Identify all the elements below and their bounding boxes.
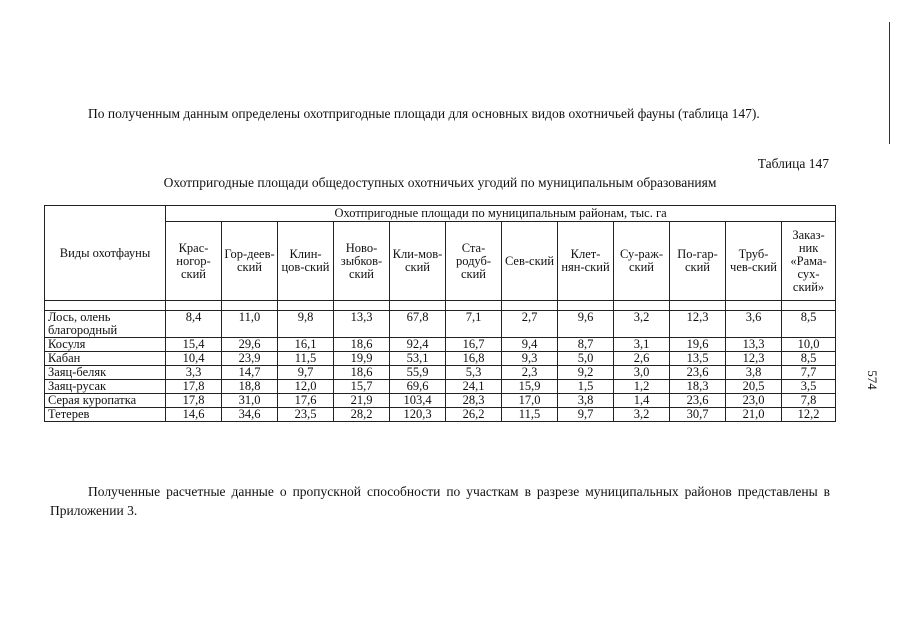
- table-row: [45, 352, 836, 366]
- value-cell: 16,8: [446, 352, 502, 366]
- value-cell: 8,7: [558, 338, 614, 352]
- district-header: Су-раж-ский: [614, 222, 670, 301]
- table-row: [45, 311, 836, 338]
- closing-paragraph: Полученные расчетные данные о пропускной способности по участкам в разрезе муниципальных районов представлены в Приложении 3.: [50, 484, 830, 518]
- hunting-areas-table: [44, 205, 836, 422]
- value-cell: 55,9: [390, 366, 446, 380]
- value-cell: 31,0: [222, 394, 278, 408]
- district-header: Кли-мов-ский: [390, 222, 446, 301]
- species-cell: Лось, олень благородный: [45, 311, 166, 338]
- value-cell: 3,8: [726, 366, 782, 380]
- value-cell: 69,6: [390, 380, 446, 394]
- value-cell: 3,5: [782, 380, 836, 394]
- value-cell: 3,1: [614, 338, 670, 352]
- margin-line: [889, 22, 890, 144]
- value-cell: 1,5: [558, 380, 614, 394]
- value-cell: 1,4: [614, 394, 670, 408]
- value-cell: 92,4: [390, 338, 446, 352]
- value-cell: 23,5: [278, 408, 334, 422]
- value-cell: 15,7: [334, 380, 390, 394]
- value-cell: 12,3: [726, 352, 782, 366]
- value-cell: 2,3: [502, 366, 558, 380]
- value-cell: 1,2: [614, 380, 670, 394]
- value-cell: 14,7: [222, 366, 278, 380]
- value-cell: 15,4: [166, 338, 222, 352]
- district-header: Сев-ский: [502, 222, 558, 301]
- table-row: [45, 394, 836, 408]
- value-cell: 19,9: [334, 352, 390, 366]
- value-cell: 21,0: [726, 408, 782, 422]
- value-cell: 18,6: [334, 366, 390, 380]
- district-header: Ново-зыбков-ский: [334, 222, 390, 301]
- intro-paragraph: По полученным данным определены охотпригодные площади для основных видов охотничьей фауны (таблица 147).: [88, 106, 760, 121]
- value-cell: 67,8: [390, 311, 446, 338]
- value-cell: 8,5: [782, 352, 836, 366]
- district-header: Гор-деев-ский: [222, 222, 278, 301]
- value-cell: 23,6: [670, 394, 726, 408]
- value-cell: 18,6: [334, 338, 390, 352]
- value-cell: 16,7: [446, 338, 502, 352]
- district-header: Клин-цов-ский: [278, 222, 334, 301]
- value-cell: 34,6: [222, 408, 278, 422]
- value-cell: 15,9: [502, 380, 558, 394]
- district-header: Труб-чев-ский: [726, 222, 782, 301]
- species-column-header: Виды охотфауны: [45, 206, 166, 301]
- value-cell: 23,9: [222, 352, 278, 366]
- value-cell: 10,0: [782, 338, 836, 352]
- value-cell: 13,3: [334, 311, 390, 338]
- value-cell: 21,9: [334, 394, 390, 408]
- value-cell: 3,8: [558, 394, 614, 408]
- value-cell: 3,3: [166, 366, 222, 380]
- value-cell: 11,5: [502, 408, 558, 422]
- value-cell: 13,5: [670, 352, 726, 366]
- table-row: [45, 366, 836, 380]
- page-number: 574: [864, 370, 880, 390]
- species-cell: Тетерев: [45, 408, 166, 422]
- value-cell: 23,6: [670, 366, 726, 380]
- value-cell: 30,7: [670, 408, 726, 422]
- value-cell: 2,7: [502, 311, 558, 338]
- value-cell: 17,6: [278, 394, 334, 408]
- table-row: [45, 408, 836, 422]
- value-cell: 23,0: [726, 394, 782, 408]
- value-cell: 9,8: [278, 311, 334, 338]
- value-cell: 20,5: [726, 380, 782, 394]
- district-header: Ста-родуб-ский: [446, 222, 502, 301]
- value-cell: 18,3: [670, 380, 726, 394]
- value-cell: 9,7: [278, 366, 334, 380]
- value-cell: 17,0: [502, 394, 558, 408]
- value-cell: 3,2: [614, 408, 670, 422]
- table-number: Таблица 147: [757, 156, 829, 171]
- value-cell: 12,3: [670, 311, 726, 338]
- value-cell: 7,7: [782, 366, 836, 380]
- value-cell: 9,3: [502, 352, 558, 366]
- species-cell: Кабан: [45, 352, 166, 366]
- value-cell: 19,6: [670, 338, 726, 352]
- value-cell: 2,6: [614, 352, 670, 366]
- value-cell: 26,2: [446, 408, 502, 422]
- value-cell: 103,4: [390, 394, 446, 408]
- value-cell: 9,4: [502, 338, 558, 352]
- value-cell: 29,6: [222, 338, 278, 352]
- species-cell: Серая куропатка: [45, 394, 166, 408]
- species-cell: Заяц-русак: [45, 380, 166, 394]
- value-cell: 11,5: [278, 352, 334, 366]
- district-header: По-гар-ский: [670, 222, 726, 301]
- header-separator-row: [45, 301, 836, 311]
- value-cell: 12,0: [278, 380, 334, 394]
- table-row: [45, 338, 836, 352]
- districts-group-header: Охотпригодные площади по муниципальным районам, тыс. га: [166, 206, 836, 222]
- value-cell: 10,4: [166, 352, 222, 366]
- value-cell: 13,3: [726, 338, 782, 352]
- value-cell: 9,7: [558, 408, 614, 422]
- value-cell: 9,2: [558, 366, 614, 380]
- value-cell: 120,3: [390, 408, 446, 422]
- value-cell: 5,3: [446, 366, 502, 380]
- value-cell: 14,6: [166, 408, 222, 422]
- value-cell: 53,1: [390, 352, 446, 366]
- value-cell: 8,5: [782, 311, 836, 338]
- value-cell: 7,8: [782, 394, 836, 408]
- species-cell: Косуля: [45, 338, 166, 352]
- value-cell: 28,2: [334, 408, 390, 422]
- value-cell: 24,1: [446, 380, 502, 394]
- value-cell: 7,1: [446, 311, 502, 338]
- value-cell: 17,8: [166, 394, 222, 408]
- district-header: Крас-ногор-ский: [166, 222, 222, 301]
- value-cell: 28,3: [446, 394, 502, 408]
- value-cell: 17,8: [166, 380, 222, 394]
- value-cell: 11,0: [222, 311, 278, 338]
- value-cell: 5,0: [558, 352, 614, 366]
- value-cell: 12,2: [782, 408, 836, 422]
- species-cell: Заяц-беляк: [45, 366, 166, 380]
- value-cell: 18,8: [222, 380, 278, 394]
- value-cell: 3,2: [614, 311, 670, 338]
- value-cell: 16,1: [278, 338, 334, 352]
- value-cell: 9,6: [558, 311, 614, 338]
- value-cell: 3,6: [726, 311, 782, 338]
- table-row: [45, 380, 836, 394]
- value-cell: 8,4: [166, 311, 222, 338]
- district-header: Заказ-ник «Рама-сух-ский»: [782, 222, 836, 301]
- value-cell: 3,0: [614, 366, 670, 380]
- district-header: Клет-нян-ский: [558, 222, 614, 301]
- table-title: Охотпригодные площади общедоступных охотничьих угодий по муниципальным образованиям: [163, 175, 717, 190]
